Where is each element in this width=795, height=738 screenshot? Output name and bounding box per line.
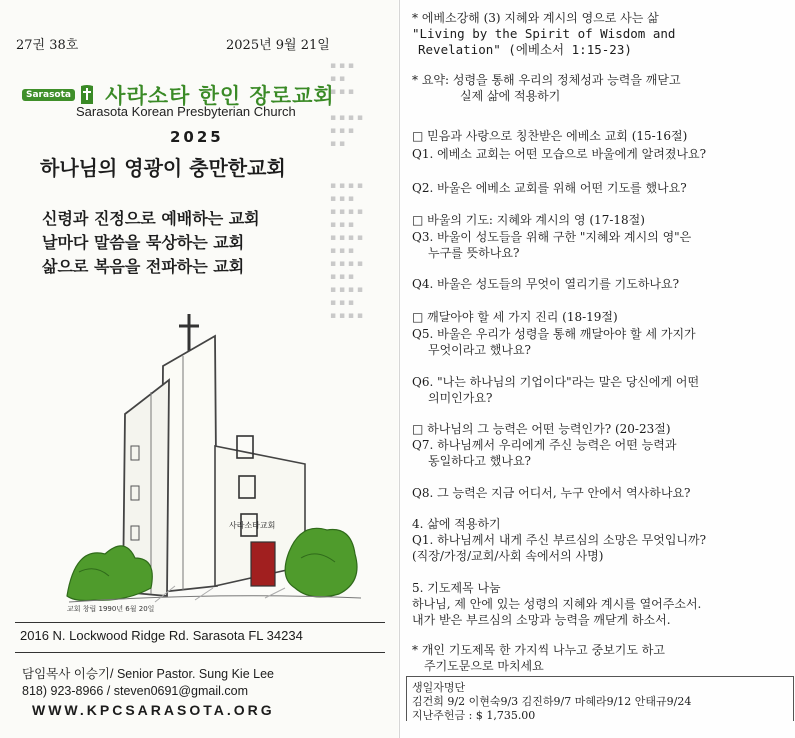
motto-line: 삶으로 복음을 전파하는 교회 <box>42 257 245 276</box>
closing-note: * 개인 기도제목 한 가지씩 나누고 중보기도 하고 <box>412 643 665 657</box>
website-link[interactable]: WWW.KPCSARASOTA.ORG <box>32 702 275 718</box>
sermon-english-title-cont: Revelation" (에베소서 1:15-23) <box>418 42 632 57</box>
church-building-drawing <box>65 296 365 626</box>
application-note: (직장/가정/교회/사회 속에서의 사명) <box>412 549 604 563</box>
question: Q3. 바울이 성도들을 위해 구한 "지혜와 계시의 영"은 <box>412 230 692 244</box>
section-heading: □ 하나님의 그 능력은 어떤 능력인가? (20-23절) <box>412 422 671 436</box>
church-address: 2016 N. Lockwood Ridge Rd. Sarasota FL 34234 <box>20 628 303 643</box>
divider <box>15 652 385 653</box>
divider <box>15 622 385 623</box>
question: Q8. 그 능력은 지금 어디서, 누구 안에서 역사하나요? <box>412 486 691 500</box>
church-sign-text: 사라소타교회 <box>229 521 276 530</box>
prayer-line: 내가 받은 부르심의 소망과 능력을 깨닫게 하소서. <box>412 613 671 627</box>
section-heading: □ 바울의 기도: 지혜와 계시의 영 (17-18절) <box>412 213 645 227</box>
question-cont: 동일하다고 했나요? <box>428 454 531 468</box>
question: Q2. 바울은 에베소 교회를 위해 어떤 기도를 했나요? <box>412 181 687 195</box>
question-cont: 의미인가요? <box>428 391 493 405</box>
question-cont: 무엇이라고 했나요? <box>428 343 531 357</box>
church-illustration <box>65 296 365 630</box>
contact-info: 818) 923-8966 / steven0691@gmail.com <box>22 684 249 698</box>
summary-line: * 요약: 성령을 통해 우리의 정체성과 능력을 깨닫고 <box>412 73 681 87</box>
sermon-english-title: "Living by the Spirit of Wisdom and <box>412 26 676 41</box>
birthday-list: 김건희 9/2 이현숙9/3 김진하9/7 마혜라9/12 안태규9/24 <box>412 695 692 708</box>
church-name-english: Sarasota Korean Presbyterian Church <box>76 104 296 119</box>
sermon-series-title: * 에베소강해 (3) 지혜와 계시의 영으로 사는 삶 <box>412 11 659 25</box>
section-heading: □ 깨달아야 할 세 가지 진리 (18-19절) <box>412 310 618 324</box>
prayer-line: 하나님, 제 안에 있는 성령의 지혜와 계시를 열어주소서. <box>412 597 702 611</box>
cross-logo-icon <box>78 84 96 106</box>
study-guide-page <box>399 0 795 738</box>
church-logo <box>22 80 335 108</box>
question-cont: 누구를 뜻하나요? <box>428 246 520 260</box>
birthday-title: 생일자명단 <box>412 681 466 694</box>
question: Q4. 바울은 성도들의 무엇이 열리기를 기도하나요? <box>412 277 680 291</box>
pastor-name: 담임목사 이승기/ Senior Pastor. Sung Kie Lee <box>22 667 274 681</box>
year-theme: 하나님의 영광이 충만한교회 <box>40 156 286 180</box>
application-question: Q1. 하나님께서 내게 주신 부르심의 소망은 무엇입니까? <box>412 533 707 547</box>
section-heading: □ 믿음과 사랑으로 칭찬받은 에베소 교회 (15-16절) <box>412 129 688 143</box>
motto-line: 신령과 진정으로 예배하는 교회 <box>42 209 260 228</box>
bulletin-date: 2025년 9월 21일 <box>226 38 330 53</box>
application-heading: 4. 삶에 적용하기 <box>412 517 501 531</box>
motto-line: 날마다 말씀을 묵상하는 교회 <box>42 233 245 252</box>
bleed-through-text: ▪ ▪ ▪ ▪ ▪ ▪ ▪ ▪ ▪ ▪ ▪ ▪ ▪ ▪ ▪ ▪ ▪ <box>330 61 363 149</box>
question: Q7. 하나님께서 우리에게 주신 능력은 어떤 능력과 <box>412 438 677 452</box>
founding-note: 교회 창립 1990년 6월 20일 <box>67 605 155 613</box>
church-name-korean: 사라소타 한인 장로교회 <box>105 84 335 108</box>
logo-badge: Sarasota <box>22 89 75 101</box>
question: Q5. 바울은 우리가 성령을 통해 깨달아야 할 세 가지가 <box>412 327 696 341</box>
closing-note-cont: 주기도문으로 마치세요 <box>424 659 544 673</box>
prayer-heading: 5. 기도제목 나눔 <box>412 581 501 595</box>
issue-number: 27권 38호 <box>16 38 79 53</box>
bleed-through-text: ▪ ▪ ▪ ▪ ▪ ▪ ▪ ▪ ▪ ▪ ▪ ▪ ▪ ▪ ▪ ▪ ▪ ▪ ▪ ▪ ▪ ▪ ▪ ▪ ▪ ▪ ▪ ▪ ▪ ▪ ▪ ▪ ▪ ▪ ▪ ▪ ▪ ▪ ▪ <box>330 181 363 321</box>
summary-line: 실제 삶에 적용하기 <box>460 89 561 103</box>
year-heading: 2025 <box>170 128 224 146</box>
question: Q6. "나는 하나님의 기업이다"라는 말은 당신에게 어떤 <box>412 375 700 389</box>
question: Q1. 에베소 교회는 어떤 모습으로 바울에게 알려졌나요? <box>412 147 707 161</box>
offering-total: 지난주헌금 : $ 1,735.00 <box>412 709 536 722</box>
